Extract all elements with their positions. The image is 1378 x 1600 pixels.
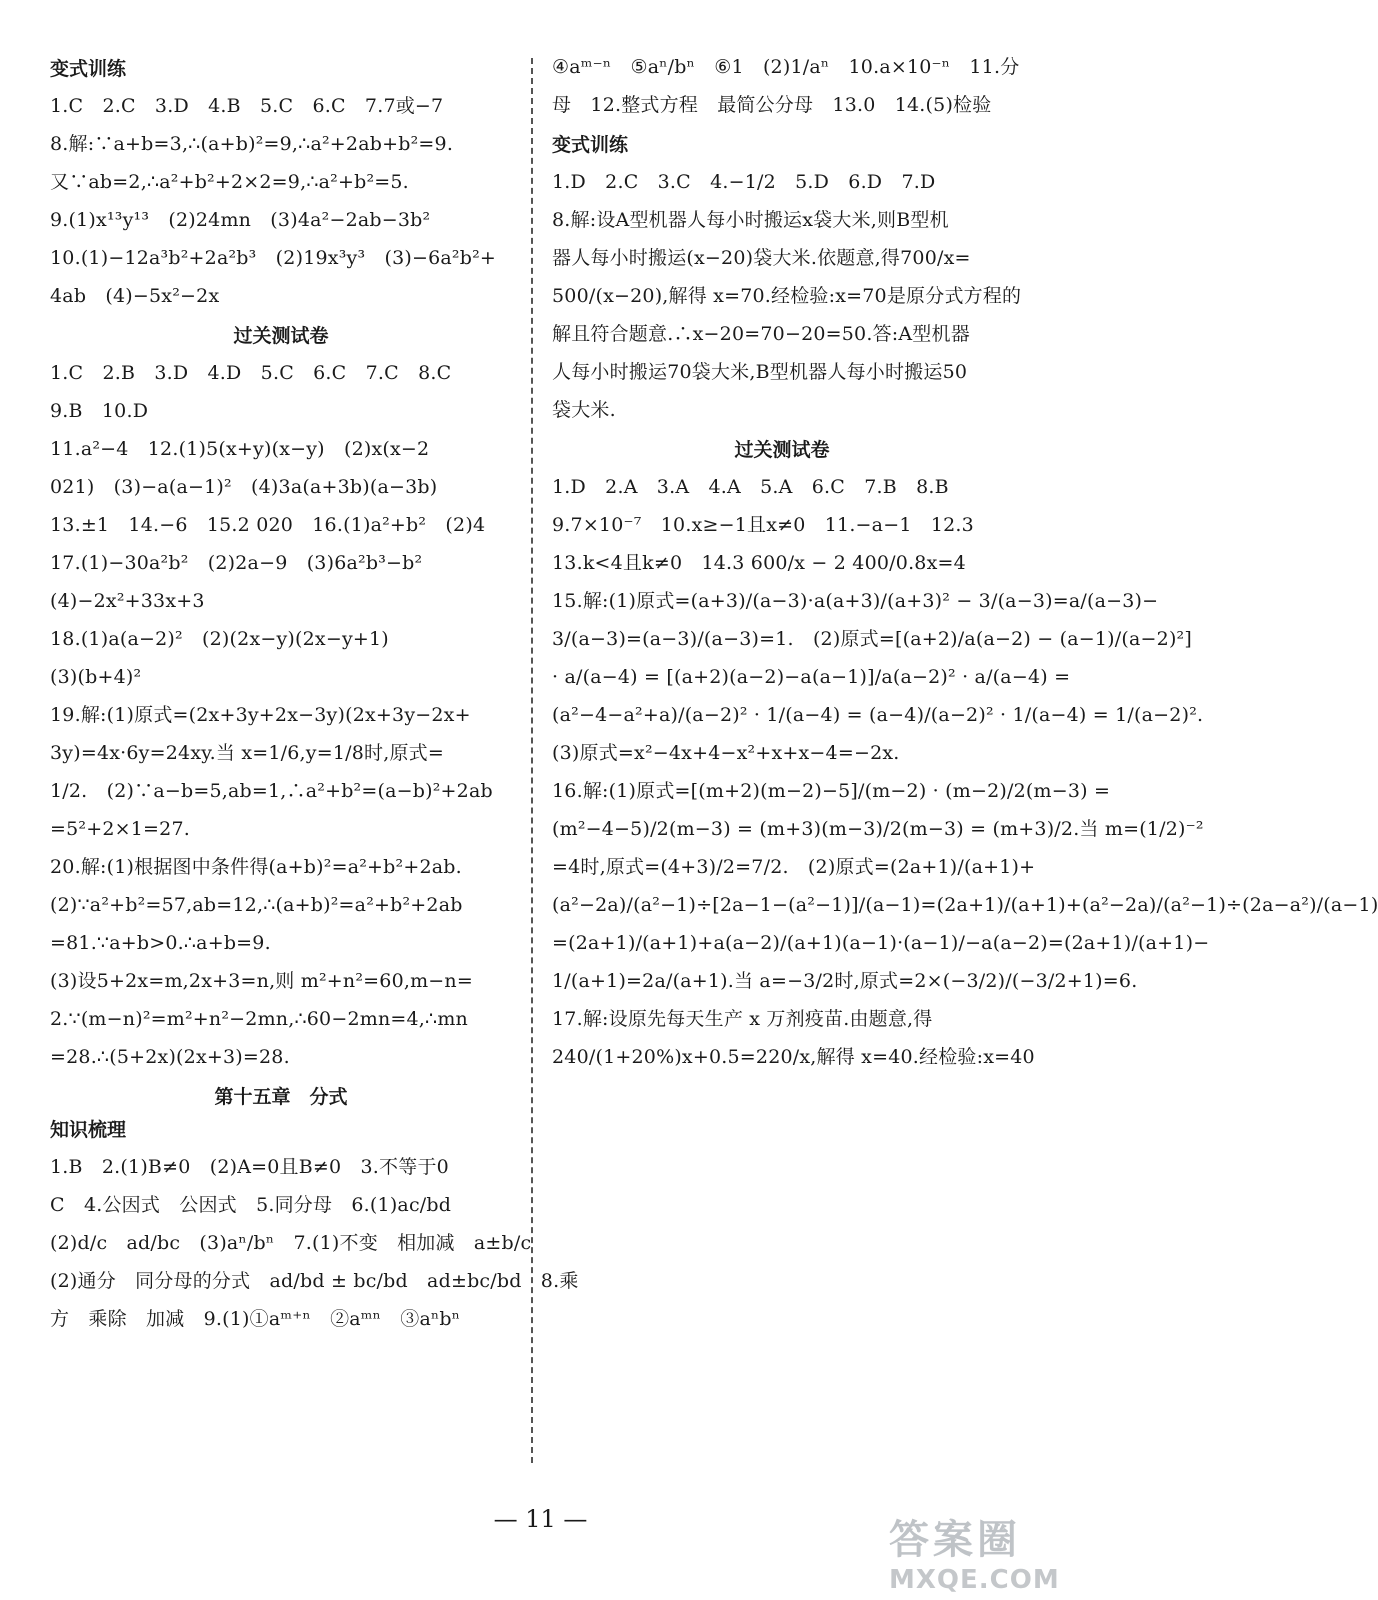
answer-line: 13.±1 14.−6 15.2 020 16.(1)a²+b² (2)4 xyxy=(50,514,486,536)
answer-line: 4ab (4)−5x²−2x xyxy=(50,285,220,307)
answer-line: (3)设5+2x=m,2x+3=n,则 m²+n²=60,m−n= xyxy=(50,970,473,992)
answer-line: 1.D 2.C 3.C 4.−1/2 5.D 6.D 7.D xyxy=(552,171,936,193)
answer-line: 又∵ab=2,∴a²+b²+2×2=9,∴a²+b²=5. xyxy=(50,171,409,193)
answer-line: 500/(x−20),解得 x=70.经检验:x=70是原分式方程的 xyxy=(552,285,1022,307)
answer-line: 9.7×10⁻⁷ 10.x≥−1且x≠0 11.−a−1 12.3 xyxy=(552,514,974,536)
answer-line: 1.C 2.B 3.D 4.D 5.C 6.C 7.C 8.C xyxy=(50,362,452,384)
answer-line: 19.解:(1)原式=(2x+3y+2x−3y)(2x+3y−2x+ xyxy=(50,704,471,726)
left-column xyxy=(50,48,579,1338)
answer-line: 9.(1)x¹³y¹³ (2)24mn (3)4a²−2ab−3b² xyxy=(50,209,431,231)
answer-line: 1/(a+1)=2a/(a+1).当 a=−3/2时,原式=2×(−3/2)/(−3/2+1)=6. xyxy=(552,970,1138,992)
answer-line: 器人每小时搬运(x−20)袋大米.依题意,得700/x= xyxy=(552,247,971,269)
answer-line: 021) (3)−a(a−1)² (4)3a(a+3b)(a−3b) xyxy=(50,476,438,498)
answer-line: (m²−4−5)/2(m−3) = (m+3)(m−3)/2(m−3) = (m+3)/2.当 m=(1/2)⁻² xyxy=(552,818,1204,840)
section-title-test: 过关测试卷 xyxy=(233,325,329,347)
answer-line: 3/(a−3)=(a−3)/(a−3)=1. (2)原式=[(a+2)/a(a−2) − (a−1)/(a−2)²] xyxy=(552,628,1192,650)
answer-line: C 4.公因式 公因式 5.同分母 6.(1)ac/bd xyxy=(50,1194,452,1216)
answer-line: 17.解:设原先每天生产 x 万剂疫苗.由题意,得 xyxy=(552,1008,933,1030)
answer-line: 母 12.整式方程 最简公分母 13.0 14.(5)检验 xyxy=(552,94,992,116)
answer-line: 15.解:(1)原式=(a+3)/(a−3)·a(a+3)/(a+3)² − 3/(a−3)=a/(a−3)− xyxy=(552,590,1159,612)
section-title-practice: 变式训练 xyxy=(50,58,127,80)
answer-line: (a²−4−a²+a)/(a−2)² · 1/(a−4) = (a−4)/(a−2)² · 1/(a−4) = 1/(a−2)². xyxy=(552,704,1204,726)
answer-line: 16.解:(1)原式=[(m+2)(m−2)−5]/(m−2) · (m−2)/2(m−3) = xyxy=(552,780,1111,802)
answer-line: (a²−2a)/(a²−1)÷[2a−1−(a²−1)]/(a−1)=(2a+1)/(a+1)+(a²−2a)/(a²−1)÷(2a−a²)/(a−1) xyxy=(552,894,1378,916)
answer-line: =28.∴(5+2x)(2x+3)=28. xyxy=(50,1046,290,1068)
answer-line: · a/(a−4) = [(a+2)(a−2)−a(a−1)]/a(a−2)² · a/(a−4) = xyxy=(552,666,1071,688)
answer-line: (2)通分 同分母的分式 ad/bd ± bc/bd ad±bc/bd 8.乘 xyxy=(50,1270,579,1292)
answer-line: (3)(b+4)² xyxy=(50,666,142,688)
answer-line: =5²+2×1=27. xyxy=(50,818,190,840)
answer-line: 240/(1+20%)x+0.5=220/x,解得 x=40.经检验:x=40 xyxy=(552,1046,1035,1068)
answer-line: 10.(1)−12a³b²+2a²b³ (2)19x³y³ (3)−6a²b²+ xyxy=(50,247,497,269)
answer-line: 11.a²−4 12.(1)5(x+y)(x−y) (2)x(x−2 xyxy=(50,438,430,460)
answer-line: (2)∵a²+b²=57,ab=12,∴(a+b)²=a²+b²+2ab xyxy=(50,894,463,916)
right-column xyxy=(552,48,1378,1076)
chapter-title: 第十五章 分式 xyxy=(214,1086,348,1108)
answer-line: 1.D 2.A 3.A 4.A 5.A 6.C 7.B 8.B xyxy=(552,476,949,498)
answer-line: (4)−2x²+33x+3 xyxy=(50,590,205,612)
watermark-cn: 答案圈 xyxy=(889,1517,1021,1563)
answer-line: (3)原式=x²−4x+4−x²+x+x−4=−2x. xyxy=(552,742,900,764)
answer-line: 8.解:设A型机器人每小时搬运x袋大米,则B型机 xyxy=(552,209,949,231)
section-title-test: 过关测试卷 xyxy=(734,439,830,461)
answer-line: 20.解:(1)根据图中条件得(a+b)²=a²+b²+2ab. xyxy=(50,856,462,878)
answer-line: 8.解:∵a+b=3,∴(a+b)²=9,∴a²+2ab+b²=9. xyxy=(50,133,454,155)
answer-line: 1/2. (2)∵a−b=5,ab=1,∴a²+b²=(a−b)²+2ab xyxy=(50,780,493,802)
answer-line: 17.(1)−30a²b² (2)2a−9 (3)6a²b³−b² xyxy=(50,552,423,574)
answer-line: =4时,原式=(4+3)/2=7/2. (2)原式=(2a+1)/(a+1)+ xyxy=(552,856,1036,878)
answer-line: (2)d/c ad/bc (3)aⁿ/bⁿ 7.(1)不变 相加减 a±b/c xyxy=(50,1232,532,1254)
answer-line: 18.(1)a(a−2)² (2)(2x−y)(2x−y+1) xyxy=(50,628,389,650)
answer-line: 解且符合题意.∴x−20=70−20=50.答:A型机器 xyxy=(552,323,970,345)
answer-line: ④aᵐ⁻ⁿ ⑤aⁿ/bⁿ ⑥1 (2)1/aⁿ 10.a×10⁻ⁿ 11.分 xyxy=(552,56,1020,78)
watermark-en: MXQE.COM xyxy=(889,1565,1060,1595)
answer-line: =81.∵a+b>0.∴a+b=9. xyxy=(50,932,271,954)
answer-line: =(2a+1)/(a+1)+a(a−2)/(a+1)(a−1)·(a−1)/−a(a−2)=(2a+1)/(a+1)− xyxy=(552,932,1210,954)
section-title-knowledge: 知识梳理 xyxy=(50,1119,127,1141)
answer-line: 1.B 2.(1)B≠0 (2)A=0且B≠0 3.不等于0 xyxy=(50,1156,449,1178)
answer-line: 方 乘除 加减 9.(1)①aᵐ⁺ⁿ ②aᵐⁿ ③aⁿbⁿ xyxy=(50,1308,461,1330)
column-divider xyxy=(531,58,533,1463)
answer-line: 13.k<4且k≠0 14.3 600/x − 2 400/0.8x=4 xyxy=(552,552,966,574)
answer-line: 9.B 10.D xyxy=(50,400,149,422)
answer-line: 2.∵(m−n)²=m²+n²−2mn,∴60−2mn=4,∴mn xyxy=(50,1008,468,1030)
page-number: — 11 — xyxy=(493,1505,588,1533)
section-title-practice: 变式训练 xyxy=(552,134,629,156)
answer-line: 3y)=4x·6y=24xy.当 x=1/6,y=1/8时,原式= xyxy=(50,742,444,764)
answer-line: 袋大米. xyxy=(552,399,616,421)
answer-line: 人每小时搬运70袋大米,B型机器人每小时搬运50 xyxy=(552,361,968,383)
answer-line: 1.C 2.C 3.D 4.B 5.C 6.C 7.7或−7 xyxy=(50,95,444,117)
watermark-logo xyxy=(889,1508,1069,1594)
